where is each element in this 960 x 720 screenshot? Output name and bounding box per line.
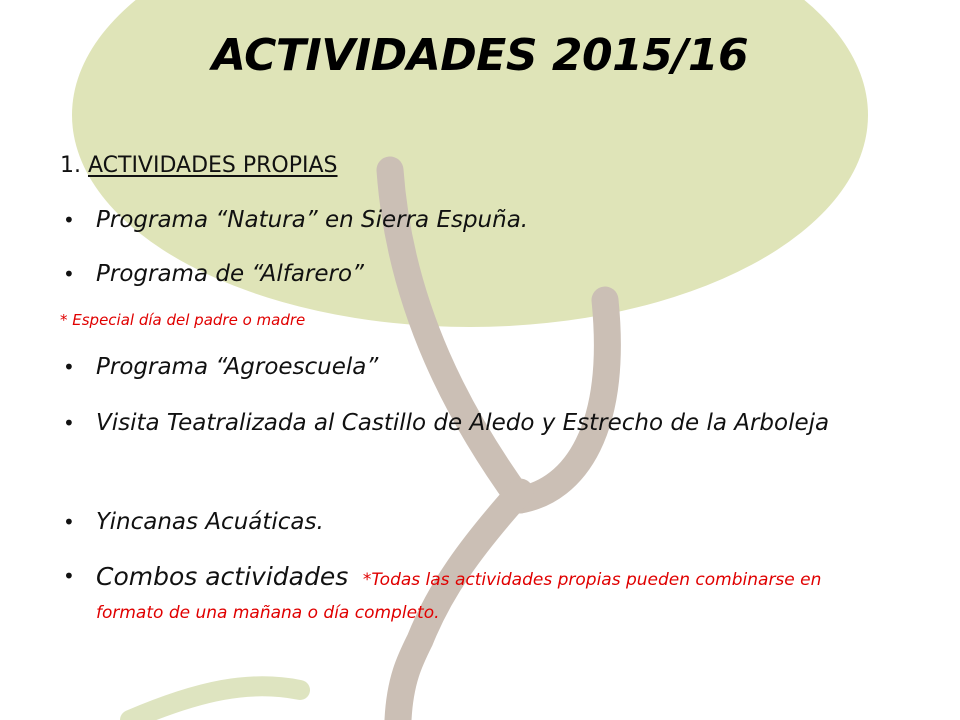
bullet-icon: • [63,411,75,435]
section-number: 1. [60,153,88,178]
section-heading [60,153,338,178]
bullet-icon: • [63,510,75,534]
section-label: ACTIVIDADES PROPIAS [87,153,338,178]
slide-title: ACTIVIDADES 2015/16 [211,30,749,81]
list-item-text: Visita Teatralizada al Castillo de Aledo y Estrecho de la Arboleja [96,410,830,436]
combo-text [96,560,893,628]
list-item [63,407,893,440]
tree-branch-right-shape [520,300,607,500]
list-item-text: Yincanas Acuáticas. [96,509,324,535]
bullet-icon: • [63,355,75,379]
combo-note: *Todas las actividades propias pueden combinarse en formato de una mañana o día completo. [96,570,822,623]
bullet-icon: • [63,208,75,232]
list-item-combo [63,560,893,628]
list-item [63,506,893,539]
list-item [63,204,893,237]
list-item-text: Programa “Agroescuela” [96,354,379,380]
list-item-text: Programa de “Alfarero” [96,261,364,287]
special-note: * Especial día del padre o madre [60,311,306,329]
list-item-text: Programa “Natura” en Sierra Espuña. [96,207,529,233]
bullet-icon: • [63,262,75,286]
bullet-icon: • [63,564,75,588]
tree-root-left-shape [130,686,300,720]
list-item [63,351,893,384]
list-item [63,258,893,291]
combo-label: Combos actividades [96,562,349,591]
